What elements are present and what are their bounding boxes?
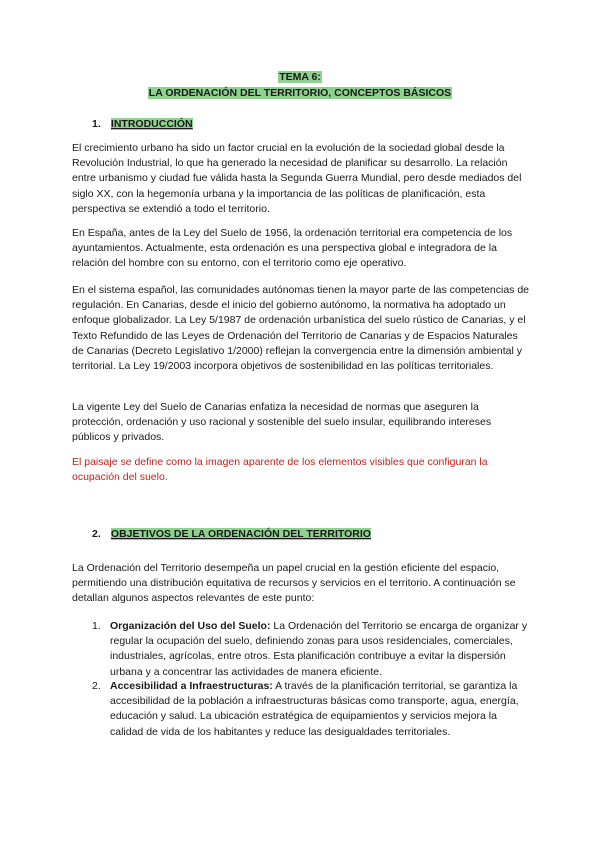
paragraph-intro-1: El crecimiento urbano ha sido un factor crucial en la evolución de la sociedad global desde la Revolución Industrial, lo que ha generado la necesidad de planificar su desarrollo. La relación entre urbanismo y ciudad fue válida hasta la Segunda Guerra Mundial, pero desde mediados del siglo XX, con la hegemonía urbana y la importancia de las políticas de planificación, esta perspectiva se extendió a todo el territorio. <box>72 142 522 215</box>
list-item-body <box>110 619 532 680</box>
list-item-body <box>110 679 532 740</box>
section-1-number: 1. <box>92 118 101 130</box>
paragraph-intro-4: La vigente Ley del Suelo de Canarias enfatiza la necesidad de normas que aseguren la protección, ordenación y uso racional y sostenible del suelo insular, equilibrando intereses públicos y privados. <box>72 401 492 444</box>
list-item-text: A través de la planificación territorial, se garantiza la accesibilidad de la población a infraestructuras básicas como transporte, agua, energía, educación y salud. La ubicación estratégica de equipamientos y servicios mejora la calidad de vida de los habitantes y reduce las desigualdades territoriales. <box>110 680 519 738</box>
paragraph-intro-3: En el sistema español, las comunidades autónomas tienen la mayor parte de las competencias de regulación. En Canarias, desde el inicio del gobierno autónomo, la normativa ha adoptado un enfoque globalizador. La Ley 5/1987 de ordenación urbanística del suelo rústico de Canarias, y el Texto Refundido de las Leyes de Ordenación del Territorio de Canarias y de Espacios Naturales de Canarias (Decreto Legislativo 1/2000) reflejan la convergencia entre la dimensión ambiental y territorial. La Ley 19/2003 incorpora objetivos de sostenibilidad en las políticas territoriales. <box>72 284 530 373</box>
paragraph-intro-2: En España, antes de la Ley del Suelo de 1956, la ordenación territorial era competencia de los ayuntamientos. Actualmente, esta ordenación es una perspectiva global e integradora de la relación del hombre con su entorno, con el territorio como eje operativo. <box>72 227 513 270</box>
list-item-text: La Ordenación del Territorio se encarga de organizar y regular la ocupación del suelo, definiendo zonas para usos residenciales, comerciales, industriales, agrícolas, entre otros. Esta planificación contribuye a evitar la dispersión urbana y a concentrar las actividades de manera eficiente. <box>110 620 528 678</box>
section-2-title: OBJETIVOS DE LA ORDENACIÓN DEL TERRITORIO <box>110 528 371 540</box>
section-2-number: 2. <box>92 528 101 540</box>
list-item <box>92 619 532 680</box>
list-item-number: 2. <box>92 680 101 692</box>
tema-label <box>0 70 600 84</box>
section-2-heading <box>92 527 371 541</box>
paragraph-objetivos-intro: La Ordenación del Territorio desempeña un papel crucial en la gestión eficiente del espacio, permitiendo una distribución equitativa de recursos y servicios en el territorio. A continuación se detallan algunos aspectos relevantes de este punto: <box>72 562 516 605</box>
list-item-title: Accesibilidad a Infraestructuras: <box>110 680 273 692</box>
tema-label-text: TEMA 6: <box>279 71 321 83</box>
list-item <box>92 679 532 740</box>
list-item-number: 1. <box>92 620 101 632</box>
section-1-title: INTRODUCCIÓN <box>110 118 193 130</box>
paragraph-paisaje-definition: El paisaje se define como la imagen aparente de los elementos visibles que configuran la ocupación del suelo. <box>72 456 488 484</box>
list-item-title: Organización del Uso del Suelo: <box>110 620 271 632</box>
document-title-text: LA ORDENACIÓN DEL TERRITORIO, CONCEPTOS BÁSICOS <box>148 87 452 99</box>
section-1-heading <box>92 117 193 131</box>
document-title <box>0 86 600 100</box>
